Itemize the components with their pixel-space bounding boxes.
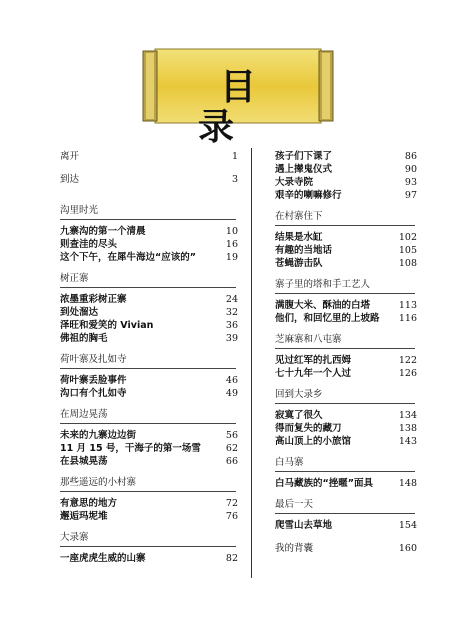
section-underline: [275, 513, 415, 514]
section-underline: [275, 293, 415, 294]
toc-entry-page: 93: [404, 177, 417, 188]
toc-entry[interactable]: [60, 173, 238, 186]
toc-entry-page: 126: [398, 368, 417, 379]
toc-entry-title: 得而复失的藏刀: [275, 423, 342, 434]
toc-entry-page: 1: [231, 151, 238, 162]
toc-entry[interactable]: [60, 552, 238, 565]
toc-entry[interactable]: [60, 306, 238, 319]
toc-entry-page: 97: [404, 190, 417, 201]
toc-entry-title: 有意思的地方: [60, 498, 118, 509]
spacer: [275, 532, 417, 542]
toc-entry-title: 九寨沟的第一个清晨: [60, 226, 146, 237]
toc-entry-page: 16: [225, 239, 238, 250]
section-title: 白马寨: [275, 457, 304, 468]
toc-entry-page: 66: [225, 456, 238, 467]
toc-entry-title: 孩子们下课了: [275, 151, 333, 162]
toc-entry-page: 86: [404, 151, 417, 162]
toc-entry[interactable]: [275, 367, 417, 380]
toc-entry-page: 116: [398, 313, 417, 324]
toc-entry-page: 143: [398, 436, 417, 447]
toc-entry[interactable]: [60, 387, 238, 400]
toc-entry-title: 满腹大米、酥油的白塔: [275, 300, 371, 311]
toc-entry-page: 39: [225, 333, 238, 344]
toc-entry[interactable]: [60, 150, 238, 163]
toc-entry[interactable]: [60, 455, 238, 468]
toc-entry[interactable]: [60, 319, 238, 332]
section-underline: [60, 287, 236, 288]
toc-entry-title: 苍蝇游击队: [275, 258, 323, 269]
toc-entry-title: 佛祖的胸毛: [60, 333, 108, 344]
section-underline: [60, 546, 236, 547]
toc-entry-title: 白马藏族的“挫暱”面具: [275, 478, 373, 489]
section-title: 在村寨住下: [275, 211, 323, 222]
toc-entry-page: 10: [225, 226, 238, 237]
toc-entry[interactable]: [275, 257, 417, 270]
toc-entry-page: 160: [398, 543, 417, 554]
toc-entry-title: 未来的九寨边边街: [60, 430, 137, 441]
toc-entry-title: 在县城晃荡: [60, 456, 108, 467]
toc-entry-title: 沟口有个扎如寺: [60, 388, 127, 399]
toc-entry-title: 到处溜达: [60, 307, 99, 318]
toc-entry-title: 高山顶上的小旅馆: [275, 436, 352, 447]
toc-entry[interactable]: [60, 251, 238, 264]
toc-entry-page: 72: [225, 498, 238, 509]
toc-entry-title: 见过红军的扎西姆: [275, 355, 352, 366]
toc-entry[interactable]: [275, 435, 417, 448]
toc-section-header: [60, 476, 238, 492]
toc-entry-page: 56: [225, 430, 238, 441]
toc-entry[interactable]: [275, 312, 417, 325]
toc-entry-title: 则查洼的尽头: [60, 239, 118, 250]
toc-entry-page: 82: [225, 553, 238, 564]
section-title: 那些遥远的小村寨: [60, 477, 137, 488]
toc-entry[interactable]: [275, 189, 417, 202]
section-title: 树正寨: [60, 273, 89, 284]
section-underline: [275, 225, 415, 226]
toc-entry[interactable]: [275, 231, 417, 244]
toc-entry-title: 七十九年一个人过: [275, 368, 352, 379]
toc-left-column: [60, 150, 238, 565]
toc-entry-page: 62: [225, 443, 238, 454]
toc-entry-page: 3: [231, 174, 238, 185]
toc-entry-title: 结果是水缸: [275, 232, 323, 243]
toc-entry-title: 爬雪山去草地: [275, 520, 333, 531]
toc-entry[interactable]: [275, 542, 417, 555]
spacer: [60, 186, 238, 196]
toc-entry[interactable]: [275, 299, 417, 312]
toc-section-header: [275, 333, 417, 349]
page-title: 目 录: [197, 67, 300, 148]
section-underline: [275, 403, 415, 404]
toc-entry-title: 泽旺和爱笑的 Vivian: [60, 320, 154, 331]
spacer: [60, 163, 238, 173]
section-underline: [60, 491, 236, 492]
section-title: 大录寨: [60, 532, 89, 543]
toc-entry[interactable]: [275, 477, 417, 490]
toc-entry-title: 遇上撵鬼仪式: [275, 164, 333, 175]
toc-entry[interactable]: [60, 225, 238, 238]
toc-entry-title: 浓墨重彩树正寨: [60, 294, 127, 305]
toc-entry-title: 他们，和回忆里的上坡路: [275, 313, 380, 324]
toc-entry[interactable]: [275, 163, 417, 176]
section-title: 沟里时光: [60, 205, 99, 216]
toc-entry-title: 荷叶寨丢脸事件: [60, 375, 127, 386]
toc-entry-title: 这个下午，在犀牛海边“应该的”: [60, 252, 196, 263]
toc-entry-page: 138: [398, 423, 417, 434]
section-title: 荷叶寨及扎如寺: [60, 354, 127, 365]
toc-entry[interactable]: [60, 374, 238, 387]
toc-entry-page: 46: [225, 375, 238, 386]
section-underline: [275, 471, 415, 472]
toc-entry-page: 134: [398, 410, 417, 421]
toc-entry-page: 76: [225, 511, 238, 522]
toc-entry[interactable]: [60, 510, 238, 523]
section-title: 最后一天: [275, 499, 314, 510]
toc-entry[interactable]: [275, 244, 417, 257]
toc-section-header: [275, 456, 417, 472]
toc-right-column: [275, 150, 417, 555]
toc-entry-title: 到达: [60, 174, 80, 185]
toc-entry[interactable]: [275, 422, 417, 435]
section-title: 在周边晃荡: [60, 409, 108, 420]
toc-entry-title: 我的背囊: [275, 543, 314, 554]
toc-entry-page: 32: [225, 307, 238, 318]
toc-entry-title: 有趣的当地话: [275, 245, 333, 256]
toc-entry-page: 113: [398, 300, 417, 311]
column-divider: [251, 148, 252, 578]
toc-entry-page: 105: [398, 245, 417, 256]
toc-section-header: [60, 353, 238, 369]
toc-entry-page: 122: [398, 355, 417, 366]
toc-entry[interactable]: [60, 332, 238, 345]
toc-section-header: [275, 210, 417, 226]
section-underline: [60, 423, 236, 424]
toc-entry-page: 148: [398, 478, 417, 489]
toc-entry[interactable]: [275, 150, 417, 163]
toc-entry-title: 艰辛的喇嘛修行: [275, 190, 342, 201]
toc-entry-page: 154: [398, 520, 417, 531]
toc-section-header: [60, 531, 238, 547]
toc-entry-title: 寂寞了很久: [275, 410, 323, 421]
toc-entry-title: 11 月 15 号，干海子的第一场雪: [60, 443, 201, 454]
toc-section-header: [60, 204, 238, 220]
toc-entry-page: 19: [225, 252, 238, 263]
section-title: 芝麻寨和八屯寨: [275, 334, 342, 345]
section-underline: [60, 368, 236, 369]
toc-entry[interactable]: [60, 497, 238, 510]
toc-entry-page: 49: [225, 388, 238, 399]
toc-entry[interactable]: [60, 293, 238, 306]
section-title: 寨子里的塔和手工艺人: [275, 279, 371, 290]
toc-section-header: [275, 498, 417, 514]
toc-entry[interactable]: [60, 238, 238, 251]
toc-entry-title: 离开: [60, 151, 80, 162]
toc-entry-page: 102: [398, 232, 417, 243]
toc-entry-title: 大录寺院: [275, 177, 314, 188]
toc-entry[interactable]: [275, 176, 417, 189]
toc-entry-page: 108: [398, 258, 417, 269]
toc-entry-page: 90: [404, 164, 417, 175]
toc-entry-title: 一座虎虎生威的山寨: [60, 553, 146, 564]
section-title: 回到大录乡: [275, 389, 323, 400]
toc-section-header: [275, 388, 417, 404]
section-underline: [60, 219, 236, 220]
toc-entry-title: 邂逅玛坭堆: [60, 511, 108, 522]
toc-entry[interactable]: [275, 354, 417, 367]
toc-entry[interactable]: [60, 442, 238, 455]
toc-entry-page: 24: [225, 294, 238, 305]
toc-entry[interactable]: [275, 409, 417, 422]
toc-section-header: [60, 408, 238, 424]
toc-entry[interactable]: [60, 429, 238, 442]
toc-section-header: [275, 278, 417, 294]
toc-section-header: [60, 272, 238, 288]
section-underline: [275, 348, 415, 349]
toc-entry[interactable]: [275, 519, 417, 532]
toc-entry-page: 36: [225, 320, 238, 331]
